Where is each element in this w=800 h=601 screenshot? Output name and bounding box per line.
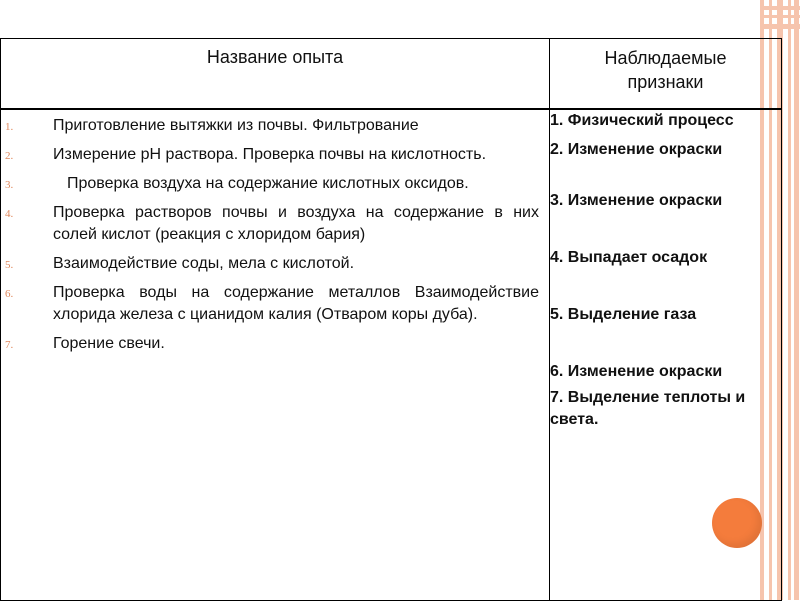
header-observations-cell — [550, 39, 782, 110]
list-item-text: Горение свечи. — [53, 335, 165, 352]
list-item — [1, 115, 539, 137]
list-item-text: Взаимодействие соды, мела с кислотой. — [53, 255, 355, 272]
observation-item: 1. Физический процесс — [550, 112, 734, 129]
table-header-row — [1, 39, 782, 110]
experiments-list — [1, 110, 549, 355]
list-item — [1, 282, 539, 326]
header-experiment: Название опыта — [206, 47, 344, 67]
list-item — [1, 202, 539, 246]
observation-item: 5. Выделение газа — [550, 306, 697, 323]
list-item-number: 2. — [5, 150, 14, 162]
observation-item: 6. Изменение окраски — [550, 363, 723, 380]
experiments-cell — [1, 109, 550, 601]
observation-item: 7. Выделение теплоты и света. — [550, 389, 746, 428]
list-item-number: 4. — [5, 208, 14, 220]
list-item-text: Проверка растворов почвы и воздуха на содержание в них солей кислот (реакция с хлоридом бария) — [53, 204, 539, 243]
observation-item: 3. Изменение окраски — [550, 192, 723, 209]
list-item-text: Проверка воды на содержание металлов Взаимодействие хлорида железа с цианидом калия (Отваром коры дуба). — [53, 284, 539, 323]
list-item — [1, 173, 539, 195]
list-item-number: 3. — [5, 179, 14, 191]
header-observations: Наблюдаемые признаки — [604, 48, 727, 92]
list-item-number: 7. — [5, 339, 14, 351]
header-experiment-cell — [1, 39, 550, 110]
observation-item: 2. Изменение окраски — [550, 141, 723, 158]
list-item-number: 6. — [5, 288, 14, 300]
list-item-text: Приготовление вытяжки из почвы. Фильтрование — [53, 117, 419, 134]
list-item — [1, 144, 539, 166]
table-body-row — [1, 109, 782, 601]
list-item-number: 1. — [5, 121, 14, 133]
observation-item: 4. Выпадает осадок — [550, 249, 708, 266]
experiments-table — [0, 38, 782, 601]
list-item-text: Проверка воздуха на содержание кислотных оксидов. — [67, 175, 469, 192]
list-item-text: Измерение рН раствора. Проверка почвы на кислотность. — [53, 146, 487, 163]
list-item-number: 5. — [5, 259, 14, 271]
decorative-circle — [712, 498, 762, 548]
list-item — [1, 333, 539, 355]
list-item — [1, 253, 539, 275]
